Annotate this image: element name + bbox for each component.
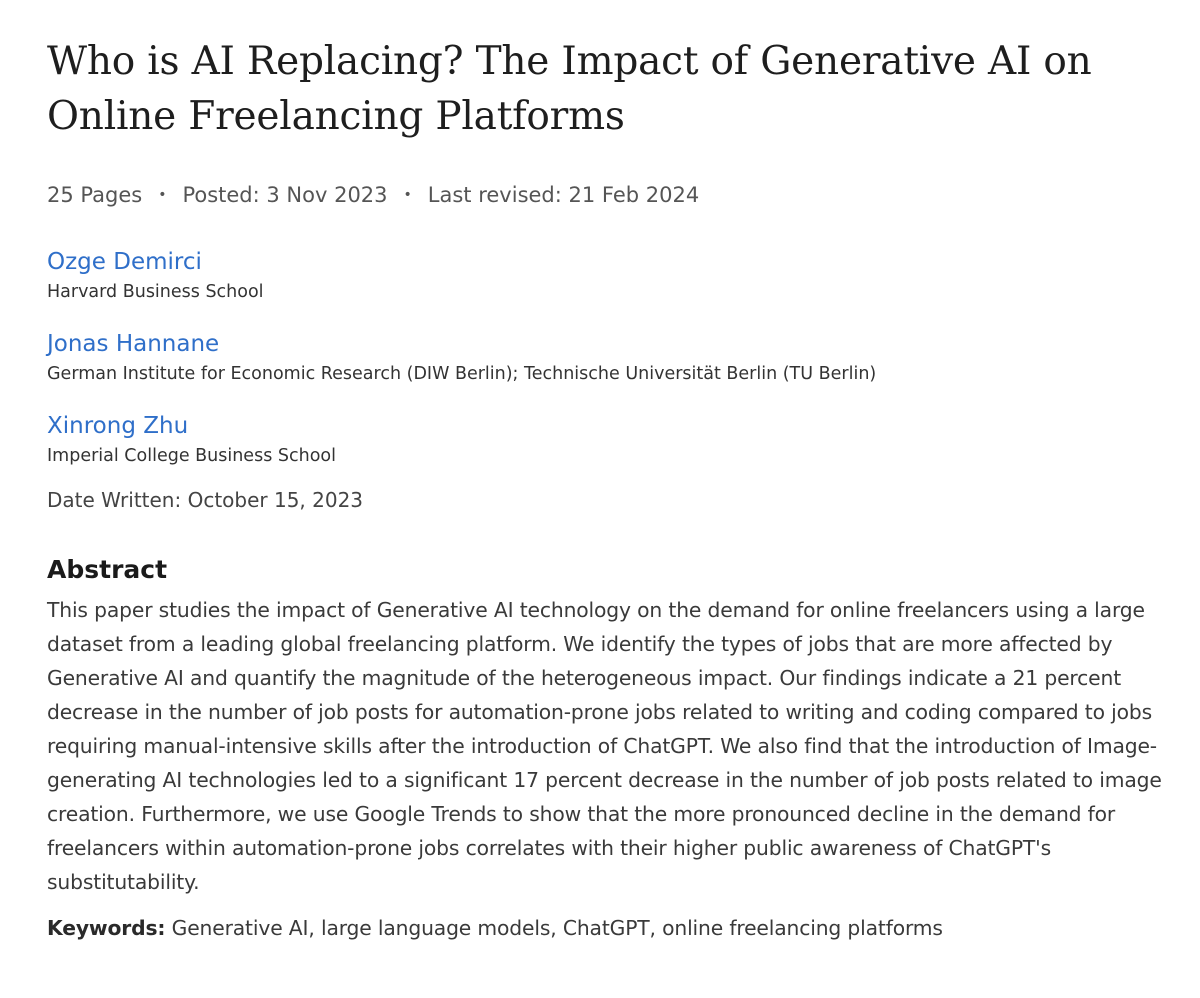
page-count: 25 Pages [47, 183, 143, 207]
meta-separator: • [158, 187, 167, 203]
author-affiliation: German Institute for Economic Research (DIW Berlin); Technische Universität Berlin (TU Berlin) [47, 364, 877, 384]
meta-separator: • [403, 187, 412, 203]
author-name-link[interactable]: Xinrong Zhu [47, 413, 189, 439]
paper-page [47, 34, 1177, 943]
date-written: Date Written: October 15, 2023 [47, 488, 364, 512]
author-affiliation: Imperial College Business School [47, 446, 336, 466]
author-list [47, 247, 1177, 469]
paper-title: Who is AI Replacing? The Impact of Generative AI on Online Freelancing Platforms [47, 39, 1092, 139]
keywords-value: Generative AI, large language models, ChatGPT, online freelancing platforms [171, 916, 943, 940]
author-name-link[interactable]: Ozge Demirci [47, 249, 202, 275]
revised-date: Last revised: 21 Feb 2024 [427, 183, 700, 207]
abstract-text: This paper studies the impact of Generative AI technology on the demand for online freelancers using a large dataset from a leading global freelancing platform. We identify the types of jobs that are more affected by Generative AI and quantify the magnitude of the heterogeneous impact. Our findings indicate a 21 percent decrease in the number of job posts for automation-prone jobs related to writing and coding compared to jobs requiring manual-intensive skills after the introduction of ChatGPT. We also find that the introduction of Image-generating AI technologies led to a significant 17 percent decrease in the number of job posts related to image creation. Furthermore, we use Google Trends to show that the more pronounced decline in the demand for freelancers within automation-prone jobs correlates with their higher public awareness of ChatGPT's substitutability. [47, 598, 1162, 894]
abstract-heading: Abstract [47, 555, 168, 584]
author-name-link[interactable]: Jonas Hannane [47, 331, 220, 357]
author-affiliation: Harvard Business School [47, 282, 264, 302]
author-entry [47, 329, 1177, 387]
keywords-label: Keywords: [47, 916, 166, 940]
paper-meta [47, 180, 1177, 210]
posted-date: Posted: 3 Nov 2023 [182, 183, 388, 207]
author-entry [47, 247, 1177, 305]
author-entry [47, 411, 1177, 469]
keywords [47, 913, 1177, 943]
